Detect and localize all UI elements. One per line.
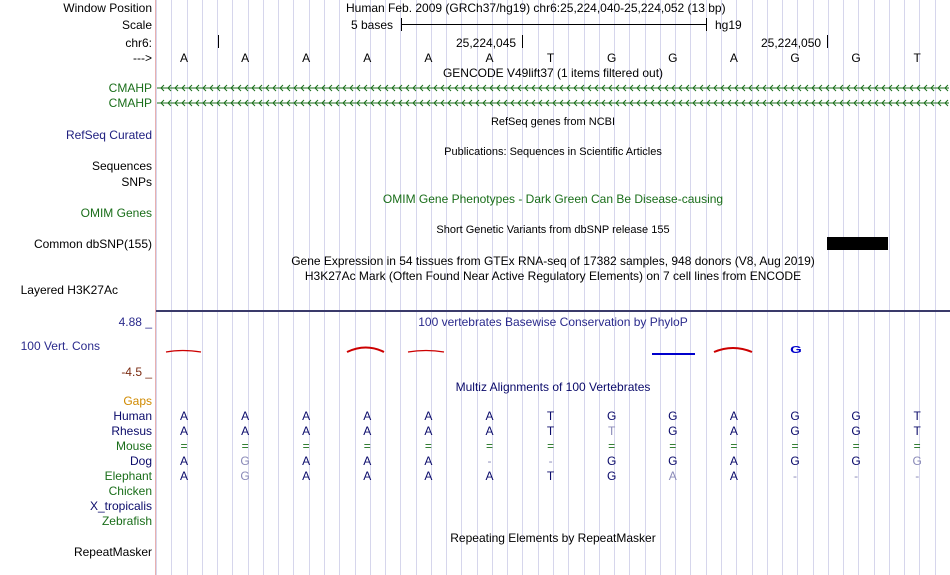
alignment-base: A: [363, 409, 372, 423]
cons-mark-5: [408, 351, 444, 353]
repeatmasker-title[interactable]: Repeating Elements by RepeatMasker: [450, 531, 656, 545]
alignment-base: =: [791, 439, 799, 453]
alignment-base: =: [180, 439, 188, 453]
alignment-base: G: [790, 454, 800, 468]
cons-min-label: -4.5 _: [121, 365, 152, 379]
reference-base: G: [790, 51, 800, 65]
coord-tick-1: [522, 35, 523, 48]
alignment-base: =: [424, 439, 432, 453]
alignment-base: G: [851, 424, 861, 438]
alignment-base: A: [179, 424, 188, 438]
alignment-base: G: [240, 454, 250, 468]
gencode-gene-1[interactable]: [157, 82, 949, 94]
scale-bar-left-tick: [401, 18, 402, 31]
alignment-base: A: [424, 454, 433, 468]
scale-label: Scale: [121, 18, 152, 32]
alignment-base: G: [851, 454, 861, 468]
gencode-gene-label-2[interactable]: CMAHP: [108, 96, 152, 110]
species-label-zebrafish[interactable]: Zebrafish: [101, 514, 152, 528]
reference-base: G: [607, 51, 617, 65]
cons-max-label: 4.88 _: [118, 315, 152, 329]
alignment-base: G: [607, 469, 617, 483]
window-position-value[interactable]: Human Feb. 2009 (GRCh37/hg19) chr6:25,224,040-25,224,052 (13 bp): [346, 1, 726, 15]
reference-base: G: [668, 51, 678, 65]
alignment-base: A: [729, 424, 738, 438]
chrom-label: chr6:: [125, 36, 152, 50]
species-label-elephant[interactable]: Elephant: [104, 469, 152, 483]
cons-mark-1: [166, 351, 201, 353]
alignment-base: -: [915, 469, 920, 483]
reference-base: A: [179, 51, 188, 65]
alignment-base: A: [424, 424, 433, 438]
alignment-base: -: [793, 469, 797, 483]
alignment-base: G: [607, 409, 617, 423]
h3k27ac-label[interactable]: Layered H3K27Ac: [20, 283, 118, 297]
sequences-label[interactable]: Sequences: [91, 159, 152, 173]
alignment-base: A: [363, 454, 372, 468]
alignment-base: G: [668, 454, 678, 468]
cons-mark-11: G: [790, 343, 802, 356]
omim-title[interactable]: OMIM Gene Phenotypes - Dark Green Can Be Disease-causing: [382, 192, 724, 206]
alignment-base: A: [241, 424, 250, 438]
strand-label: --->: [133, 51, 152, 65]
reference-base: A: [485, 51, 494, 65]
reference-base: A: [729, 51, 738, 65]
alignment-base: A: [302, 409, 311, 423]
alignment-base: G: [668, 409, 678, 423]
dbsnp-variant[interactable]: [827, 237, 888, 250]
h3k27ac-title[interactable]: H3K27Ac Mark (Often Found Near Active Regulatory Elements) on 7 cell lines from ENCODE: [304, 269, 802, 283]
species-label-mouse[interactable]: Mouse: [115, 439, 152, 453]
label-separator: [155, 0, 156, 575]
alignment-base: T: [546, 424, 555, 438]
alignment-base: T: [913, 409, 921, 423]
alignment-base: G: [240, 469, 250, 483]
species-label-dog[interactable]: Dog: [129, 454, 152, 468]
species-label-x_tropicalis[interactable]: X_tropicalis: [89, 499, 152, 513]
alignment-base: A: [363, 469, 372, 483]
alignment-base: =: [608, 439, 616, 453]
reference-base: G: [851, 51, 861, 65]
species-label-human[interactable]: Human: [113, 409, 152, 423]
alignment-base: A: [485, 424, 494, 438]
alignment-base: =: [730, 439, 738, 453]
dbsnp-title[interactable]: Short Genetic Variants from dbSNP release 155: [436, 224, 670, 236]
refseq-title[interactable]: RefSeq genes from NCBI: [490, 116, 616, 128]
alignment-base: A: [485, 409, 494, 423]
alignment-base: A: [302, 454, 311, 468]
cons-mark-4: [347, 348, 384, 353]
gtex-title[interactable]: Gene Expression in 54 tissues from GTEx RNA-seq of 17382 samples, 948 donors (V8, Aug 2019): [291, 254, 815, 268]
reference-base: A: [424, 51, 433, 65]
alignment-base: G: [912, 454, 922, 468]
alignment-base: -: [854, 469, 859, 483]
cons-title[interactable]: 100 vertebrates Basewise Conservation by PhyloP: [418, 315, 688, 329]
alignment-base: A: [179, 469, 188, 483]
alignment-base: A: [424, 409, 433, 423]
chrom-tick: [218, 35, 219, 48]
alignment-base: =: [669, 439, 677, 453]
coord-label-2: 25,224,050: [761, 36, 822, 50]
alignment-base: T: [608, 424, 616, 438]
alignment-base: A: [729, 469, 738, 483]
cons-logo[interactable]: [156, 336, 950, 366]
alignment-base: G: [851, 409, 861, 423]
alignment-base: A: [424, 469, 433, 483]
alignment-base: =: [547, 439, 555, 453]
alignment-base: =: [913, 439, 921, 453]
reference-base: A: [302, 51, 311, 65]
alignment-base: G: [607, 454, 617, 468]
alignment-base: =: [852, 439, 860, 453]
alignment-base: A: [179, 409, 188, 423]
alignment-base: A: [729, 409, 738, 423]
omim-label[interactable]: OMIM Genes: [80, 206, 152, 220]
cons-mark-10: [714, 348, 752, 352]
alignment-base: G: [790, 409, 800, 423]
alignment-base: -: [487, 454, 492, 468]
window-position-label: Window Position: [63, 1, 152, 15]
alignment-base: A: [302, 469, 311, 483]
alignment-base: =: [363, 439, 371, 453]
publications-title[interactable]: Publications: Sequences in Scientific Articles: [444, 146, 662, 158]
alignment-base: A: [241, 409, 250, 423]
alignment-base: G: [668, 424, 678, 438]
refseq-label[interactable]: RefSeq Curated: [65, 128, 152, 142]
dbsnp-label[interactable]: Common dbSNP(155): [33, 237, 152, 251]
alignment-base: T: [546, 469, 555, 483]
alignment-base: A: [668, 469, 677, 483]
reference-base: A: [363, 51, 372, 65]
reference-base: T: [913, 51, 921, 65]
gencode-gene-label-1[interactable]: CMAHP: [108, 81, 152, 95]
coord-label-1: 25,224,045: [456, 36, 517, 50]
alignment-base: A: [179, 454, 188, 468]
scale-assembly: hg19: [715, 18, 742, 32]
gencode-gene-2[interactable]: [157, 97, 949, 109]
alignment-base: G: [790, 424, 800, 438]
alignment-base: -: [548, 454, 553, 468]
alignment-base: A: [729, 454, 738, 468]
scale-value: 5 bases: [351, 18, 394, 32]
h3k27ac-baseline: [156, 310, 950, 312]
alignment-base: T: [546, 409, 555, 423]
cons-label[interactable]: 100 Vert. Cons: [20, 339, 100, 353]
alignment-base: A: [485, 469, 494, 483]
alignment-base: A: [363, 424, 372, 438]
alignment-base: =: [485, 439, 493, 453]
species-label-chicken[interactable]: Chicken: [108, 484, 152, 498]
gaps-label[interactable]: Gaps: [123, 394, 152, 408]
alignment-base: T: [913, 424, 921, 438]
alignment-base: A: [302, 424, 311, 438]
coord-tick-2: [827, 35, 828, 48]
alignment-base: =: [302, 439, 310, 453]
snps-label[interactable]: SNPs: [121, 175, 152, 189]
cons-mark-9: [652, 353, 695, 355]
alignment-base: =: [241, 439, 249, 453]
repeatmasker-label[interactable]: RepeatMasker: [73, 545, 152, 559]
multiz-title[interactable]: Multiz Alignments of 100 Vertebrates: [455, 380, 651, 394]
gencode-title[interactable]: GENCODE V49lift37 (1 items filtered out): [442, 66, 664, 80]
reference-base: A: [241, 51, 250, 65]
species-label-rhesus[interactable]: Rhesus: [111, 424, 152, 438]
scale-bar-right-tick: [706, 18, 707, 31]
scale-bar: [401, 24, 706, 25]
reference-base: T: [546, 51, 555, 65]
